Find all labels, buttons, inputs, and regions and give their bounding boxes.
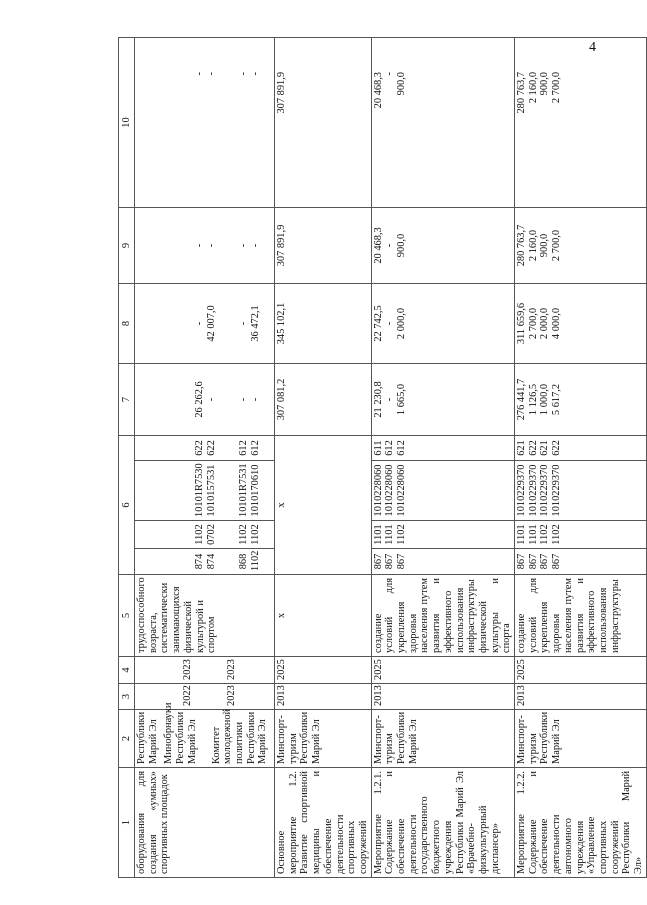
header-row (119, 37, 135, 877)
amount: 311 659,6 2 700,0 2 000,0 4 000,0 (515, 283, 647, 363)
header-col-3: 3 (119, 684, 135, 710)
amount: 26 262,6 - (194, 381, 217, 418)
table-row (135, 37, 275, 877)
header-col-10: 10 (119, 37, 135, 207)
end-year-cell (135, 657, 275, 684)
event-name: оборудования для создания «умных» спортивных площадок (135, 768, 275, 878)
section-code-cell (135, 521, 275, 549)
amount: 20 468,3 - 900,0 (371, 207, 514, 283)
amount: - - (238, 243, 261, 248)
amount: 280 763,7 2 160,0 900,0 2 700,0 (515, 207, 647, 283)
amount: - - (238, 397, 261, 402)
end-year: 2023 (226, 659, 237, 680)
start-year: 2013 (275, 684, 372, 710)
start-year (136, 687, 182, 706)
end-year: 2023 (182, 659, 193, 680)
budget-code: x (275, 435, 372, 574)
end-year: 2025 (275, 657, 372, 684)
value-col-10 (135, 37, 275, 207)
grbs-code: 867 867 867 (371, 549, 514, 575)
section-code: 1101 1101 1102 1102 (515, 521, 647, 549)
amount: - 36 472,1 (238, 305, 261, 342)
amount: 280 763,7 2 160,0 900,0 2 700,0 (515, 37, 647, 207)
event-name: Мероприятие 1.2.1. Содержание и обеспечение деятельности государственного бюджетного учреждения Республики Марий Эл «Врачебно-физкультурный диспансер» (371, 768, 514, 878)
target-article: 1010229370 1010229370 1010229370 1010229370 (515, 461, 647, 521)
target-article: 10101R7531 1010170610 (238, 463, 261, 517)
amount: 21 230,8 - 1 665,0 (371, 363, 514, 435)
grbs-code: 874 874 (194, 553, 217, 570)
expense-type: 622 622 (194, 440, 217, 456)
section-code: 1101 1101 1102 (371, 521, 514, 549)
executor-name: Комитет молодежной политики Республики Марий Эл (210, 708, 269, 764)
header-col-8: 8 (119, 283, 135, 363)
amount: 345 102,1 (275, 283, 372, 363)
expense-type-cell (135, 435, 275, 460)
budget-table (118, 37, 647, 878)
end-year (136, 660, 182, 680)
table-row (371, 37, 514, 877)
grbs-code-cell (135, 549, 275, 575)
amount: - - (238, 71, 261, 76)
executor-name: Республики Марий Эл (136, 711, 159, 764)
value-col-7 (135, 363, 275, 435)
end-year: 2025 (371, 657, 514, 684)
header-col-5: 5 (119, 575, 135, 657)
start-year-cell (135, 684, 275, 710)
header-col-4: 4 (119, 657, 135, 684)
grbs-code: 868 1102 (238, 550, 261, 571)
executor-name: Минобрнауки Республики Марий Эл (163, 702, 198, 764)
executor-name: Минспорт-туризм Республики Марий Эл (515, 710, 647, 768)
section-code: 1102 1102 (238, 524, 261, 545)
start-year: 2022 (182, 685, 193, 706)
page-number: 4 (589, 40, 596, 55)
executor-name: Минспорт-туризм Республики Марий Эл (371, 710, 514, 768)
target-article: 10101R7530 1010157531 (194, 463, 217, 517)
section-code: 1102 0702 (194, 524, 217, 545)
table-row (275, 37, 372, 877)
amount: 20 468,3 - 900,0 (371, 37, 514, 207)
start-year: 2023 (226, 685, 237, 706)
header-col-2: 2 (119, 710, 135, 768)
table-row (515, 37, 647, 877)
amount: - 42 007,0 (194, 305, 217, 342)
event-name: Основное мероприятие 1.2. Развитие спортивной медицины и обеспечение деятельности спортивных сооружений (275, 768, 372, 878)
executor-name: Минспорт-туризм Республики Марий Эл (275, 710, 372, 768)
value-col-9 (135, 207, 275, 283)
amount: 22 742,5 - 2 000,0 (371, 283, 514, 363)
amount: 307 891,9 (275, 37, 372, 207)
value-col-8 (135, 283, 275, 363)
rotated-table-page (118, 38, 645, 878)
amount: - - (194, 71, 217, 76)
header-col-7: 7 (119, 363, 135, 435)
result-text: создание условий для укрепления здоровья населения путем развития и эффективного использования инфраструктуры (515, 575, 647, 657)
header-col-6: 6 (119, 435, 135, 574)
expense-type: 611 612 612 (371, 435, 514, 460)
start-year: 2013 (371, 684, 514, 710)
event-name: Мероприятие 1.2.2. Содержание и обеспечение деятельности автономного учреждения «Управление спортивных сооружений Республики Марий Эл» (515, 768, 647, 878)
amount: 307 081,2 (275, 363, 372, 435)
header-col-9: 9 (119, 207, 135, 283)
expense-type: 621 622 621 622 (515, 435, 647, 460)
start-year: 2013 (515, 684, 647, 710)
end-year: 2025 (515, 657, 647, 684)
grbs-code: 867 867 867 867 (515, 549, 647, 575)
target-article-cell (135, 461, 275, 521)
executor-cell (135, 702, 275, 768)
target-article: 1010228060 1010228060 1010228060 (371, 461, 514, 521)
header-col-1: 1 (119, 768, 135, 878)
result-text: трудоспособного возраста, систематически занимающихся физической культурой и спортом (135, 575, 275, 657)
amount: 276 441,7 1 126,5 1 000,0 5 617,2 (515, 363, 647, 435)
amount: 307 891,9 (275, 207, 372, 283)
result-text: создание условий для укрепления здоровья населения путем развития и эффективного использования инфраструктуры физической культуры и спорта (371, 575, 514, 657)
result-text: x (275, 575, 372, 657)
amount: - - (194, 243, 217, 248)
expense-type: 612 612 (238, 440, 261, 456)
